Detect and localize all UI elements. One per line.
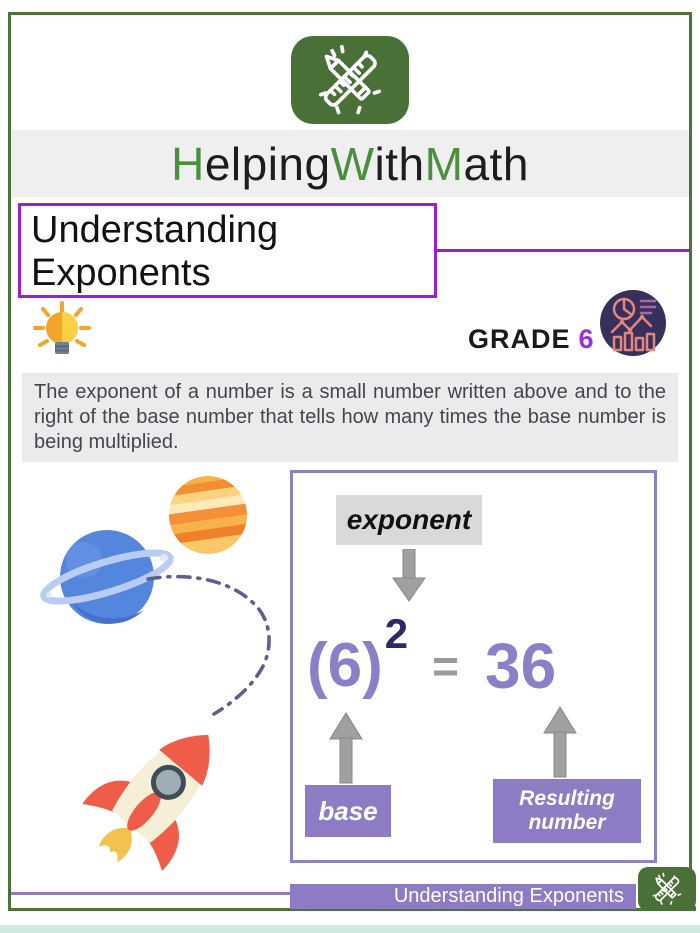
footer-title: Understanding Exponents [393,885,624,907]
base-number: 6 [327,631,363,700]
brand-text: ith [374,137,425,190]
brand-text: elping [204,137,331,190]
exponent-label: exponent [346,504,472,535]
rocket-icon [68,701,248,888]
trajectory-dashed-path [148,577,269,714]
grade-label: GRADE [468,324,571,354]
pencil-ruler-icon [311,41,389,119]
footer-logo [638,867,696,911]
bottom-edge-strip [0,925,700,933]
brand-letter: H [171,137,205,190]
footer-bar [290,884,636,909]
definition-box [22,373,678,462]
equation [307,610,557,702]
base-up-arrow-icon [329,711,363,785]
down-arrow-icon [391,549,427,603]
paren-close: ) [362,631,383,700]
page-title: Understanding Exponents [31,209,279,294]
base-label: base [318,795,378,826]
result-label-box [493,779,641,843]
grade-badge-charts-icon [597,287,669,359]
pencil-ruler-icon [649,871,685,907]
brand-text: ath [463,137,529,190]
lightbulb-icon [26,298,98,370]
paren-open: ( [307,631,328,700]
striped-planet-icon [156,464,262,563]
equals-sign: = [432,640,460,692]
definition-text: The exponent of a number is a small number written above and to the right of the base number that tells how many times the base number is being multiplied. [34,381,666,453]
grade-indicator [468,324,595,355]
brand-letter: M [424,137,464,190]
footer-logo-dot [691,906,696,911]
exponent-superscript: 2 [384,610,409,657]
grade-value: 6 [578,324,595,354]
brand-banner [11,130,689,197]
exponent-diagram-box [290,470,657,863]
exponent-label-box [336,495,482,545]
brand-logo [291,36,409,124]
result-up-arrow-icon [543,705,577,779]
base-label-box [305,785,391,837]
space-scene [12,460,292,890]
result-label: Resulting number [519,787,615,834]
brand-letter: W [330,137,375,190]
title-connector-line [436,249,690,252]
result-number: 36 [485,630,557,702]
footer-connector-line [11,892,290,895]
worksheet-title-box [18,203,437,298]
